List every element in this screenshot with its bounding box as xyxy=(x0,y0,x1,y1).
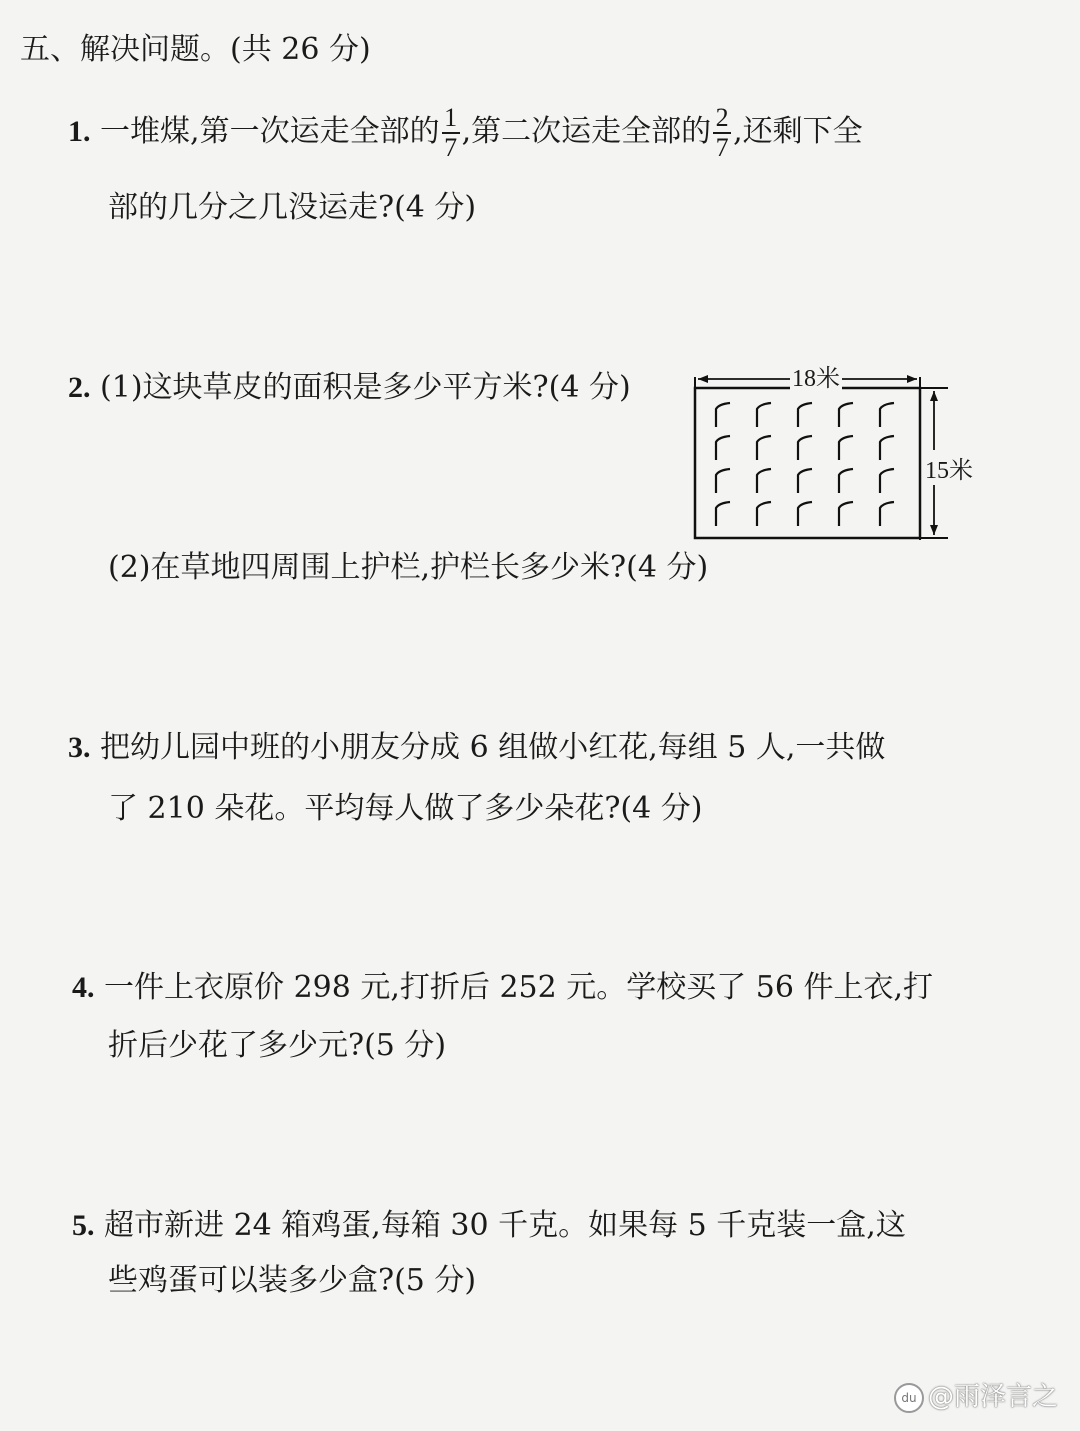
grass-mark xyxy=(880,436,894,460)
lawn-figure xyxy=(680,355,980,555)
question-3-line-2: 了 210 朵花。平均每人做了多少朵花?(4 分) xyxy=(108,791,703,826)
question-5-line-2: 些鸡蛋可以装多少盒?(5 分) xyxy=(108,1263,477,1298)
grass-mark xyxy=(839,403,853,427)
height-label: 15米 xyxy=(923,450,975,485)
question-number: 1. xyxy=(68,115,91,148)
question-number: 4. xyxy=(72,971,95,1004)
question-number: 2. xyxy=(68,371,91,404)
question-number: 5. xyxy=(72,1209,95,1242)
question-number: 3. xyxy=(68,731,91,764)
watermark-text: @雨泽言之 xyxy=(927,1382,1058,1412)
grass-mark xyxy=(757,469,771,493)
watermark xyxy=(894,1376,1058,1413)
baidu-paw-icon: du xyxy=(894,1383,924,1413)
question-text: 一堆煤,第一次运走全部的 xyxy=(100,114,440,149)
grass-mark xyxy=(716,502,730,526)
question-text: 一件上衣原价 298 元,打折后 252 元。学校买了 56 件上衣,打 xyxy=(104,970,934,1005)
question-5-line-1 xyxy=(72,1206,906,1246)
grass-mark xyxy=(716,436,730,460)
numerator: 2 xyxy=(715,103,729,132)
question-2-part-2: (2)在草地四周围上护栏,护栏长多少米?(4 分) xyxy=(108,550,709,585)
grass-mark xyxy=(839,436,853,460)
question-text: 超市新进 24 箱鸡蛋,每箱 30 千克。如果每 5 千克装一盒,这 xyxy=(104,1208,906,1243)
lawn-rectangle xyxy=(695,388,920,538)
denominator: 7 xyxy=(444,133,458,162)
question-2-part-1 xyxy=(68,368,631,408)
question-4-line-1 xyxy=(72,968,933,1008)
question-1-line-2: 部的几分之几没运走?(4 分) xyxy=(108,190,477,225)
question-3-line-1 xyxy=(68,728,885,768)
grass-mark xyxy=(757,502,771,526)
grass-mark xyxy=(716,469,730,493)
question-text: ,还剩下全 xyxy=(733,114,863,149)
grass-mark xyxy=(798,502,812,526)
width-label: 18米 xyxy=(790,358,842,393)
section-title: 五、解决问题。(共 26 分) xyxy=(20,32,371,67)
grass-mark xyxy=(839,469,853,493)
question-text: (1)这块草皮的面积是多少平方米?(4 分) xyxy=(100,370,631,405)
question-text: ,第二次运走全部的 xyxy=(461,114,712,149)
grass-mark xyxy=(798,436,812,460)
grass-mark xyxy=(798,403,812,427)
grass-mark xyxy=(757,436,771,460)
fraction xyxy=(442,104,460,162)
numerator: 1 xyxy=(444,103,458,132)
fraction xyxy=(713,104,731,162)
grass-mark xyxy=(716,403,730,427)
grass-mark xyxy=(880,403,894,427)
grass-mark xyxy=(757,403,771,427)
question-1-line-1 xyxy=(68,104,863,162)
grass-mark xyxy=(798,469,812,493)
grass-mark xyxy=(839,502,853,526)
grass-mark xyxy=(880,502,894,526)
denominator: 7 xyxy=(715,133,729,162)
question-text: 把幼儿园中班的小朋友分成 6 组做小红花,每组 5 人,一共做 xyxy=(100,730,886,765)
grass-mark xyxy=(880,469,894,493)
question-4-line-2: 折后少花了多少元?(5 分) xyxy=(108,1028,447,1063)
